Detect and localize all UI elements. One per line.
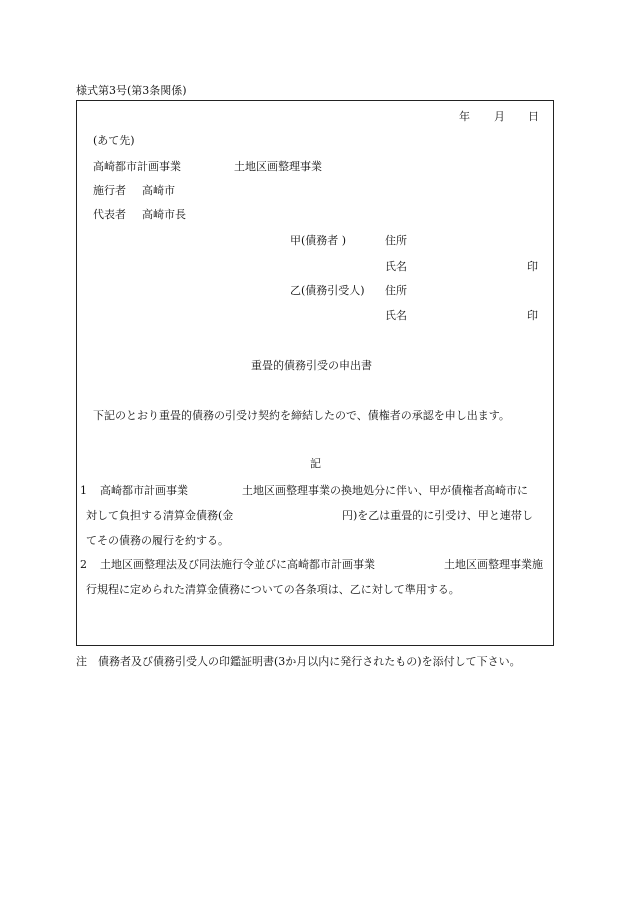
party-ko-seal: 印	[527, 260, 538, 273]
representative-name: 高崎市長	[142, 208, 186, 221]
party-ko-label: 甲(債務者 )	[290, 234, 347, 247]
party-otsu-label: 乙(債務引受人)	[290, 284, 365, 297]
form-number: 様式第3号(第3条関係)	[76, 84, 187, 97]
item-2-text-a: 土地区画整理法及び同法施行令並びに高崎都市計画事業	[100, 558, 375, 571]
date-day: 日	[528, 110, 539, 123]
item-1-text-b: 土地区画整理事業の換地処分に伴い、甲が債権者高崎市に	[242, 484, 528, 497]
addressee-label: (あて先)	[93, 134, 135, 147]
document-title: 重畳的債務引受の申出書	[251, 359, 372, 372]
executor-label: 施行者	[93, 184, 126, 197]
body-text: 下記のとおり重畳的債務の引受け契約を締結したので、債権者の承認を申し出ます。	[93, 409, 510, 422]
date-month: 月	[494, 110, 505, 123]
project-name-a: 高崎都市計画事業	[93, 160, 181, 173]
party-otsu-seal: 印	[527, 309, 538, 322]
item-2-line2: 行規程に定められた清算金債務についての各条項は、乙に対して準用する。	[86, 583, 460, 596]
item-2-number: 2	[80, 558, 87, 571]
footnote: 注 債務者及び債務引受人の印鑑証明書(3か月以内に発行されたもの)を添付して下さい。	[76, 655, 521, 668]
item-1-line2-b: 円)を乙は重畳的に引受け、甲と連帯し	[342, 509, 533, 522]
representative-label: 代表者	[93, 208, 126, 221]
executor-name: 高崎市	[142, 184, 175, 197]
item-1-line3: てその債務の履行を約する。	[86, 534, 229, 547]
date-year: 年	[459, 110, 470, 123]
party-otsu-address-label: 住所	[385, 284, 407, 297]
party-ko-name-label: 氏名	[385, 260, 407, 273]
item-1-number: 1	[80, 484, 87, 497]
party-otsu-name-label: 氏名	[385, 309, 407, 322]
ki-heading: 記	[310, 457, 321, 470]
item-1-text-a: 高崎都市計画事業	[100, 484, 188, 497]
item-2-text-b: 土地区画整理事業施	[444, 558, 543, 571]
item-1-line2-a: 対して負担する清算金債務(金	[86, 509, 234, 522]
project-name-b: 土地区画整理事業	[234, 160, 322, 173]
party-ko-address-label: 住所	[385, 234, 407, 247]
